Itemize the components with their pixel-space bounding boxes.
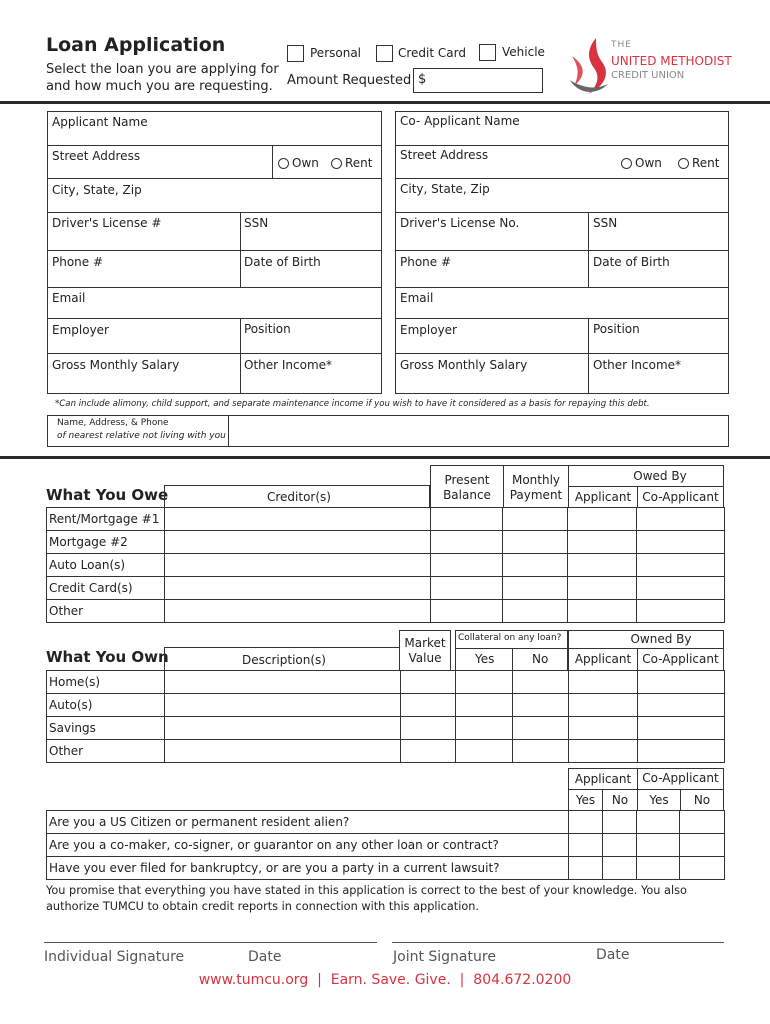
relative-field[interactable] [47,415,729,447]
coapplicant-name-field[interactable] [395,111,729,146]
owe-row [47,508,725,531]
question-row-label: Are you a US Citizen or permanent resident alien? [47,811,569,834]
owe-cell[interactable] [164,508,430,531]
own-description-header [164,647,400,671]
owe-cell[interactable] [503,508,568,531]
owe-applicant-header [568,486,638,508]
collateral-label: Collateral on any loan? [458,633,562,643]
coapplicant-license-field[interactable] [395,212,589,251]
owe-cell[interactable] [503,531,568,554]
own-cell[interactable] [638,717,725,740]
coapplicant-city-field[interactable] [395,178,729,213]
amount-requested-label: Amount Requested [287,73,412,88]
rent-label: Rent [345,156,373,170]
collateral-mid-divider [512,648,513,671]
owed-by-label: Owed By [633,469,687,483]
promise-line1: You promise that everything you have stated in this application is correct to the best of your knowledge. You also [46,884,687,897]
joint-signature-label: Joint Signature [393,949,496,965]
own-cell[interactable] [638,740,725,763]
owe-cell[interactable] [164,554,430,577]
personal-checkbox[interactable] [287,45,304,62]
what-you-own-title: What You Own [46,648,169,666]
coapplicant-dob-field[interactable] [588,250,729,288]
logo-line1: THE [611,40,632,50]
creditor-header-label: Creditor(s) [267,490,331,504]
q-no-label: No [693,793,711,807]
question-cell[interactable] [602,857,637,880]
coapplicant-employer-field[interactable] [395,318,589,354]
question-row [47,857,725,880]
owe-cell[interactable] [430,508,503,531]
own-cell[interactable] [456,740,513,763]
owe-coapplicant-header [637,486,724,508]
relative-label-box [48,416,229,446]
applicant-employer-label: Employer [52,323,109,337]
owe-cell[interactable] [568,531,637,554]
coapplicant-own-radio[interactable] [621,156,662,170]
own-cell[interactable] [513,740,569,763]
owe-cell[interactable] [568,600,637,623]
own-cell[interactable] [513,671,569,694]
question-row-label: Are you a co-maker, co-signer, or guarantor on any other loan or contract? [47,834,569,857]
own-cell[interactable] [456,717,513,740]
coapplicant-license-label: Driver's License No. [400,216,520,230]
coapplicant-position-label: Position [593,322,640,336]
question-cell[interactable] [637,834,680,857]
question-row [47,834,725,857]
credit-card-checkbox[interactable] [376,45,393,62]
owe-row [47,531,725,554]
question-cell[interactable] [568,834,602,857]
applicant-salary-field[interactable] [47,353,241,394]
owe-cell[interactable] [637,577,725,600]
q-co-yes-header [637,789,681,811]
logo-line2: UNITED METHODIST [611,54,732,68]
question-cell[interactable] [637,811,680,834]
owe-cell[interactable] [430,577,503,600]
market-value-line2: Value [408,651,442,665]
coapplicant-street-field[interactable] [395,145,729,179]
owe-cell[interactable] [430,554,503,577]
own-row [47,671,725,694]
coapplicant-street-label: Street Address [400,148,489,162]
applicant-rent-radio[interactable] [331,156,373,170]
own-applicant-label: Applicant [574,652,632,666]
q-yes-label: Yes [649,793,669,807]
question-cell[interactable] [637,857,680,880]
applicant-other-income-label: Other Income* [244,358,333,372]
collateral-no-label: No [532,652,549,666]
owe-cell[interactable] [637,531,725,554]
applicant-name-label: Applicant Name [52,115,148,129]
own-cell[interactable] [456,671,513,694]
own-coapplicant-header [637,648,724,671]
coapplicant-employer-label: Employer [400,323,457,337]
relative-label-line1: Name, Address, & Phone [57,418,169,428]
rent-radio-icon [331,158,342,169]
individual-signature-line[interactable] [44,942,377,943]
amount-requested-input[interactable] [413,68,543,93]
applicant-city-field[interactable] [47,178,382,213]
applicant-dob-field[interactable] [240,250,382,288]
owe-creditor-header [164,485,430,508]
own-row-label: Home(s) [47,671,165,694]
own-cell[interactable] [569,671,638,694]
applicant-position-field[interactable] [240,318,382,354]
question-cell[interactable] [568,857,602,880]
header-separator [0,101,770,104]
relative-label-line2: of nearest relative not living with you [57,431,226,441]
coapplicant-ssn-label: SSN [593,216,618,230]
applicant-ssn-label: SSN [244,216,269,230]
page-title: Loan Application [46,34,226,56]
applicant-employer-field[interactable] [47,318,241,354]
own-row [47,740,725,763]
applicant-email-field[interactable] [47,287,382,319]
applicant-name-field[interactable] [47,111,382,146]
own-row-label: Auto(s) [47,694,165,717]
monthly-payment-line2: Payment [509,488,563,502]
applicant-phone-label: Phone # [52,255,104,269]
footer-contact: www.tumcu.org | Earn. Save. Give. | 804.672.0200 [198,972,572,988]
personal-label: Personal [310,46,362,60]
applicant-position-label: Position [244,322,291,336]
coapplicant-ssn-field[interactable] [588,212,729,251]
own-applicant-header [568,648,638,671]
coapplicant-city-label: City, State, Zip [400,182,490,196]
own-table [46,670,725,763]
applicant-street-label: Street Address [52,149,141,163]
coapplicant-position-field[interactable] [588,318,729,354]
mid-separator [0,456,770,459]
present-balance-line1: Present [444,473,490,487]
applicant-salary-label: Gross Monthly Salary [52,358,180,372]
date2-label: Date [596,947,630,963]
dollar-sign: $ [418,72,427,87]
questions-table [46,810,725,880]
q-co-no-header [680,789,724,811]
own-radio-icon [621,158,632,169]
coapplicant-salary-label: Gross Monthly Salary [400,358,528,372]
applicant-own-rent-group [272,145,382,179]
applicant-city-label: City, State, Zip [52,183,142,197]
applicant-license-label: Driver's License # [52,216,162,230]
owe-row-label: Auto Loan(s) [47,554,165,577]
owe-table [46,507,725,623]
applicant-phone-field[interactable] [47,250,241,288]
owe-cell[interactable] [503,600,568,623]
question-row [47,811,725,834]
own-cell[interactable] [400,717,456,740]
own-cell[interactable] [164,740,400,763]
subtitle-line2: and how much you are requesting. [46,79,273,94]
vehicle-checkbox[interactable] [479,44,496,61]
date1-label: Date [248,949,282,965]
q-app-no-header [602,789,638,811]
what-you-owe-title: What You Owe [46,486,169,504]
question-cell[interactable] [602,834,637,857]
owed-by-header [568,465,724,487]
owe-row [47,600,725,623]
logo-line3: CREDIT UNION [611,70,685,81]
q-coapplicant-header [637,768,724,790]
q-no-label: No [611,793,629,807]
collateral-yes-label: Yes [475,652,495,666]
owe-row-label: Rent/Mortgage #1 [47,508,165,531]
question-cell[interactable] [680,857,725,880]
owe-cell[interactable] [637,554,725,577]
own-coapplicant-label: Co-Applicant [642,652,719,666]
own-cell[interactable] [638,694,725,717]
collateral-header [455,630,568,671]
present-balance-header [430,465,504,508]
coapplicant-other-income-field[interactable] [588,353,729,394]
owe-cell[interactable] [637,508,725,531]
coapplicant-email-field[interactable] [395,287,729,319]
subtitle-line1: Select the loan you are applying for [46,62,279,77]
applicant-own-radio[interactable] [278,156,319,170]
applicant-email-label: Email [52,291,86,305]
owe-cell[interactable] [164,577,430,600]
owe-cell[interactable] [503,554,568,577]
question-cell[interactable] [680,834,725,857]
own-row [47,694,725,717]
own-row [47,717,725,740]
own-row-label: Savings [47,717,165,740]
coapplicant-salary-field[interactable] [395,353,589,394]
market-value-line1: Market [404,636,446,650]
own-cell[interactable] [400,694,456,717]
applicant-ssn-field[interactable] [240,212,382,251]
own-cell[interactable] [569,717,638,740]
applicant-license-field[interactable] [47,212,241,251]
own-cell[interactable] [164,671,400,694]
coapplicant-rent-radio[interactable] [678,156,720,170]
coapplicant-other-income-label: Other Income* [593,358,682,372]
owe-cell[interactable] [637,600,725,623]
own-label: Own [635,156,662,170]
rent-radio-icon [678,158,689,169]
own-cell[interactable] [456,694,513,717]
monthly-payment-line1: Monthly [511,473,561,487]
question-cell[interactable] [568,811,602,834]
coapplicant-email-label: Email [400,291,434,305]
owe-cell[interactable] [430,600,503,623]
own-label: Own [292,156,319,170]
owe-cell[interactable] [503,577,568,600]
present-balance-line2: Balance [443,488,491,502]
owe-coapplicant-label: Co-Applicant [642,490,719,504]
q-applicant-label: Applicant [574,772,632,786]
owned-by-label: Owned By [630,632,692,646]
joint-signature-line[interactable] [392,942,724,943]
promise-line2: authorize TUMCU to obtain credit reports in connection with this application. [46,900,480,913]
own-row-label: Other [47,740,165,763]
market-value-header [399,630,451,671]
owe-cell[interactable] [568,554,637,577]
question-cell[interactable] [602,811,637,834]
vehicle-label: Vehicle [502,45,545,59]
own-cell[interactable] [400,671,456,694]
own-cell[interactable] [400,740,456,763]
income-note-text: *Can include alimony, child support, and separate maintenance income if you wish to have it considered as a basis for repaying this debt. [55,399,650,409]
own-cell[interactable] [513,694,569,717]
rent-label: Rent [692,156,720,170]
applicant-other-income-field[interactable] [240,353,382,394]
owe-cell[interactable] [568,508,637,531]
owe-row-label: Other [47,600,165,623]
owe-cell[interactable] [164,531,430,554]
q-applicant-header [568,768,638,790]
own-cell[interactable] [638,671,725,694]
owned-by-header [568,630,724,649]
q-yes-label: Yes [575,793,596,807]
q-coapplicant-label: Co-Applicant [642,771,719,785]
coapplicant-phone-field[interactable] [395,250,589,288]
own-radio-icon [278,158,289,169]
income-note [47,396,729,416]
applicant-dob-label: Date of Birth [244,255,321,269]
owe-row-label: Mortgage #2 [47,531,165,554]
coapplicant-phone-label: Phone # [400,255,452,269]
q-app-yes-header [568,789,603,811]
owe-cell[interactable] [164,600,430,623]
coapplicant-name-label: Co- Applicant Name [400,114,520,128]
owe-row-label: Credit Card(s) [47,577,165,600]
owe-applicant-label: Applicant [574,490,632,504]
owe-row [47,554,725,577]
applicant-street-field[interactable] [47,145,273,179]
owe-cell[interactable] [568,577,637,600]
united-methodist-logo-icon [566,36,612,98]
own-cell[interactable] [569,694,638,717]
own-cell[interactable] [569,740,638,763]
own-cell[interactable] [164,694,400,717]
credit-card-label: Credit Card [398,46,466,60]
owe-cell[interactable] [430,531,503,554]
question-cell[interactable] [680,811,725,834]
question-row-label: Have you ever filed for bankruptcy, or are you a party in a current lawsuit? [47,857,569,880]
individual-signature-label: Individual Signature [44,949,185,965]
own-cell[interactable] [513,717,569,740]
monthly-payment-header [503,465,569,508]
description-header-label: Description(s) [242,653,326,667]
own-cell[interactable] [164,717,400,740]
coapplicant-dob-label: Date of Birth [593,255,670,269]
owe-row [47,577,725,600]
